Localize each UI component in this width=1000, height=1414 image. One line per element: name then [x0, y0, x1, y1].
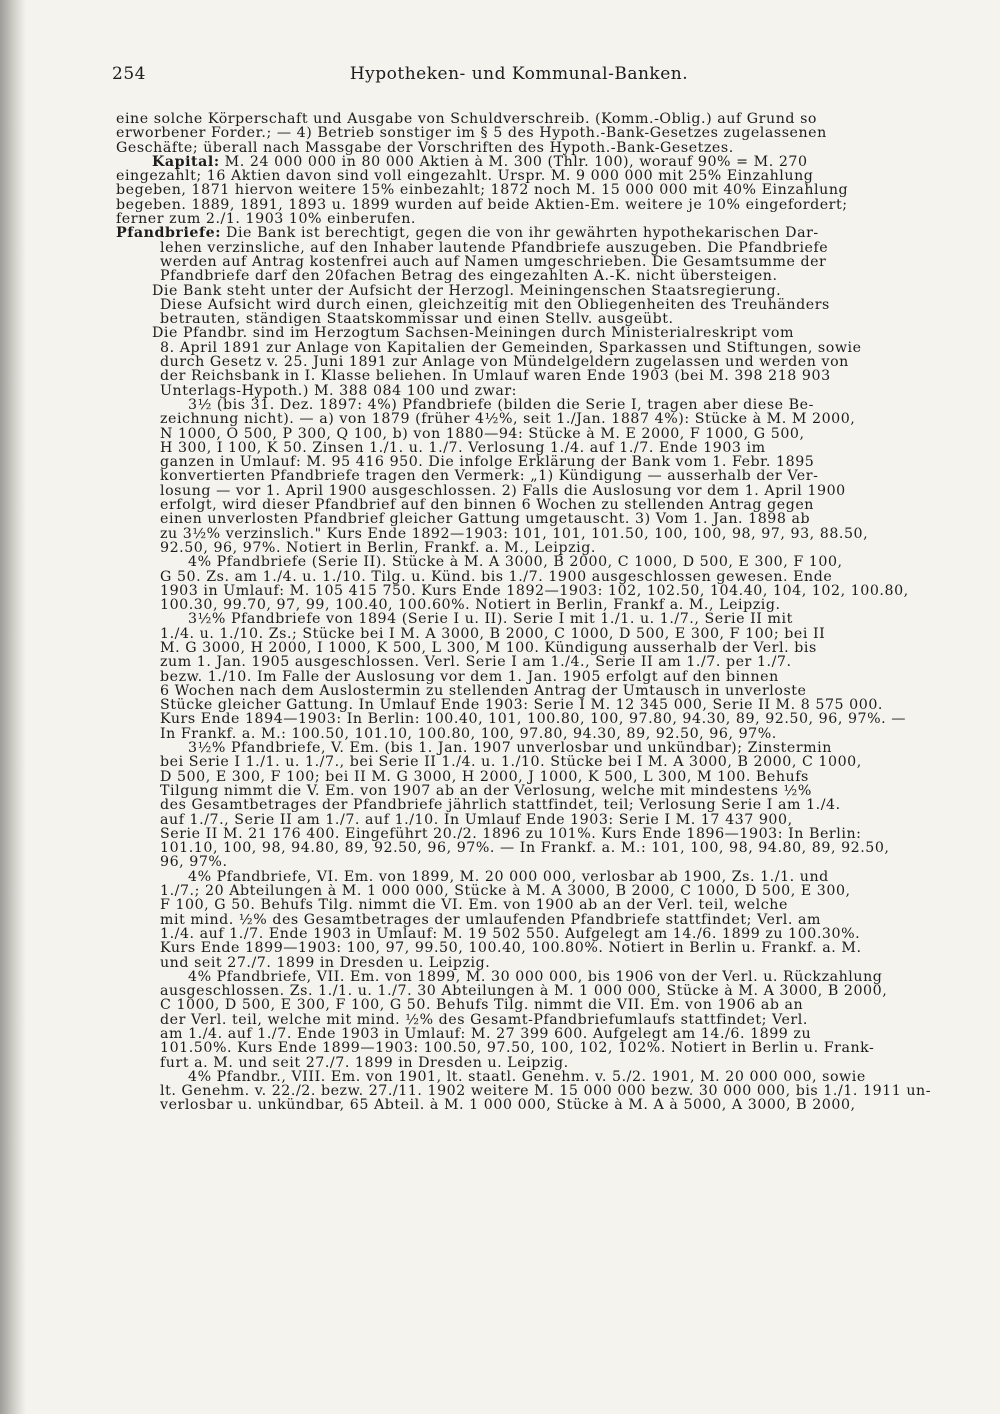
text-line [116, 1056, 932, 1070]
line-text: 96, 97%. [160, 855, 228, 870]
text-line [116, 570, 932, 584]
line-text: Serie II M. 21 176 400. Eingeführt 20./2. 1896 zu 101%. Kurs Ende 1896—1903: In Berlin: [160, 826, 862, 842]
text-line [116, 1013, 932, 1027]
line-text: bei Serie I 1./1. u. 1./7., bei Serie II 1./4. u. 1./10. Stücke bei I M. A 3000, B 2000, C 1000, [160, 755, 862, 770]
text-line [116, 541, 932, 555]
line-text: 4% Pfandbr., VIII. Em. von 1901, lt. staatl. Genehm. v. 5./2. 1901, M. 20 000 000, sowie [188, 1069, 866, 1085]
text-line [116, 498, 932, 512]
text-line [116, 241, 932, 255]
body-text [116, 112, 932, 1113]
line-text: 1903 in Umlauf: M. 105 415 750. Kurs Ende 1892—1903: 102, 102.50, 104.40, 104, 102, 100.80, [160, 583, 909, 599]
line-text: ferner zum 2./1. 1903 10% einberufen. [116, 212, 416, 227]
text-line [116, 898, 932, 912]
line-text: Die Pfandbr. sind im Herzogtum Sachsen-Meiningen durch Ministerialreskript vom [152, 326, 794, 341]
line-text: M. G 3000, H 2000, I 1000, K 500, L 300, M 100. Kündigung ausserhalb der Verl. bis [160, 640, 817, 656]
line-text: begeben, 1871 hiervon weitere 15% einbezahlt; 1872 noch M. 15 000 000 mit 40% Einzahlung [116, 183, 849, 198]
text-line [116, 469, 932, 483]
text-line [116, 412, 932, 426]
text-line [116, 255, 932, 269]
line-text: Stücke gleicher Gattung. In Umlauf Ende 1903: Serie I M. 12 345 000, Serie II M. 8 575 000. [160, 698, 883, 713]
page-header [112, 64, 926, 88]
text-line [116, 484, 932, 498]
line-text: 4% Pfandbriefe, VI. Em. von 1899, M. 20 000 000, verlosbar ab 1900, Zs. 1./1. und [188, 869, 829, 885]
binding-shadow [0, 0, 26, 1414]
line-text: C 1000, D 500, E 300, F 100, G 50. Behufs Tilg. nimmt die VII. Em. von 1906 ab an [160, 998, 804, 1013]
text-line [116, 584, 932, 598]
page-number: 254 [112, 64, 146, 84]
line-text: zum 1. Jan. 1905 ausgeschlossen. Verl. Serie I am 1./4., Serie II am 1./7. per 1./7. [160, 655, 792, 670]
text-line [116, 212, 932, 226]
text-line [116, 369, 932, 383]
line-text: verlosbar u. unkündbar, 65 Abteil. à M. 1 000 000, Stücke à M. A à 5000, A 3000, B 2000, [160, 1098, 856, 1113]
text-line [116, 1027, 932, 1041]
line-text: 101.10, 100, 98, 94.80, 89, 92.50, 96, 97%. — In Frankf. a. M.: 101, 100, 98, 94.80, 89, 92.50, [160, 841, 890, 856]
line-text: F 100, G 50. Behufs Tilg. nimmt die VI. Em. von 1900 ab an der Verl. teil, welche [160, 898, 788, 913]
text-line [116, 284, 932, 298]
text-line [116, 1070, 932, 1084]
line-text: konvertierten Pfandbriefe tragen den Vermerk: „1) Kündigung — ausserhalb der Ver- [160, 469, 819, 484]
text-line [116, 141, 932, 155]
text-line [116, 112, 932, 126]
section-heading: Pfandbriefe: [116, 226, 221, 241]
line-text: 6 Wochen nach dem Auslostermin zu stellenden Antrag der Umtausch in unverloste [160, 683, 807, 699]
text-line [116, 927, 932, 941]
line-text: 92.50, 96, 97%. Notiert in Berlin, Frankf. a. M., Leipzig. [160, 540, 596, 556]
line-text: 100.30, 99.70, 97, 99, 100.40, 100.60%. Notiert in Berlin, Frankf a. M., Leipzig. [160, 598, 781, 613]
line-text: D 500, E 300, F 100; bei II M. G 3000, H 2000, J 1000, K 500, L 300, M 100. Behufs [160, 769, 809, 784]
text-line [116, 169, 932, 183]
text-line [116, 698, 932, 712]
line-text: H 300, I 100, K 50. Zinsen 1./1. u. 1./7. Verlosung 1./4. auf 1./7. Ende 1903 im [160, 440, 766, 456]
text-line [116, 512, 932, 526]
text-line [116, 555, 932, 569]
line-text: losung — vor 1. April 1900 ausgeschlossen. 2) Falls die Auslosung vor dem 1. April 1900 [160, 483, 846, 499]
text-line [116, 684, 932, 698]
line-text: zeichnung nicht). — a) von 1879 (früher 4½%, seit 1./Jan. 1887 4%): Stücke à M. M 2000, [160, 412, 856, 427]
text-line [116, 269, 932, 283]
text-line [116, 970, 932, 984]
line-text: und seit 27./7. 1899 in Dresden u. Leipzig. [160, 955, 491, 970]
line-text: 1./4. auf 1./7. Ende 1903 in Umlauf: M. 19 502 550. Aufgelegt am 14./6. 1899 zu 100.30%. [160, 926, 861, 942]
line-text: lehen verzinsliche, auf den Inhaber lautende Pfandbriefe auszugeben. Die Pfandbriefe [160, 240, 829, 255]
text-line [116, 655, 932, 669]
line-text: durch Gesetz v. 25. Juni 1891 zur Anlage von Mündelgeldern zugelassen und werden von [160, 355, 849, 370]
line-text: furt a. M. und seit 27./7. 1899 in Dresden u. Leipzig. [160, 1055, 569, 1070]
line-text: 4% Pfandbriefe, VII. Em. von 1899, M. 30 000 000, bis 1906 von der Verl. u. Rückzahlung [188, 969, 883, 985]
line-text: Tilgung nimmt die V. Em. von 1907 ab an der Verlosung, welche mit mindestens ½% [160, 783, 812, 799]
text-line [116, 226, 932, 240]
line-text: M. 24 000 000 in 80 000 Aktien à M. 300 (Thlr. 100), worauf 90% = M. 270 [224, 154, 808, 170]
section-heading: Kapital: [152, 154, 220, 170]
line-text: N 1000, O 500, P 300, Q 100, b) von 1880—94: Stücke à M. E 2000, F 1000, G 500, [160, 426, 805, 441]
line-text: lt. Genehm. v. 22./2. bezw. 27./11. 1902 weitere M. 15 000 000 bezw. 30 000 000, bis 1./1. 1911 un- [160, 1084, 932, 1099]
text-line [116, 312, 932, 326]
line-text: Kurs Ende 1899—1903: 100, 97, 99.50, 100.40, 100.80%. Notiert in Berlin u. Frankf. a. M. [160, 941, 862, 956]
text-line [116, 941, 932, 955]
text-line [116, 441, 932, 455]
line-text: Die Bank steht unter der Aufsicht der Herzogl. Meiningenschen Staatsregierung. [152, 283, 782, 298]
line-text: werden auf Antrag kostenfrei auch auf Namen umgeschrieben. Die Gesamtsumme der [160, 254, 827, 270]
text-line [116, 598, 932, 612]
line-text: Diese Aufsicht wird durch einen, gleichzeitig mit den Obliegenheiten des Treuhänders [160, 297, 830, 313]
text-line [116, 527, 932, 541]
text-line [116, 1098, 932, 1112]
line-text: auf 1./7., Serie II am 1./7. auf 1./10. In Umlauf Ende 1903: Serie I M. 17 437 900, [160, 812, 793, 827]
text-line [116, 1041, 932, 1055]
line-text: Kurs Ende 1894—1903: In Berlin: 100.40, 101, 100.80, 100, 97.80, 94.30, 89, 92.50, 96, 97%. — [160, 712, 906, 727]
line-text: eine solche Körperschaft und Ausgabe von Schuldverschreib. (Komm.-Oblig.) auf Grund so [116, 112, 817, 127]
line-text: 3½% Pfandbriefe, V. Em. (bis 1. Jan. 1907 unverlosbar und unkündbar); Zinstermin [188, 741, 832, 756]
line-text: des Gesamtbetrages der Pfandbriefe jährlich stattfindet, teil; Verlosung Serie I am 1./4. [160, 798, 841, 813]
text-line [116, 956, 932, 970]
text-line [116, 641, 932, 655]
text-line [116, 341, 932, 355]
text-line [116, 984, 932, 998]
text-line [116, 670, 932, 684]
text-line [116, 198, 932, 212]
line-text: betrauten, ständigen Staatskommissar und einen Stellv. ausgeübt. [160, 312, 674, 327]
text-line [116, 827, 932, 841]
line-text: erworbener Forder.; — 4) Betrieb sonstiger im § 5 des Hypoth.-Bank-Gesetzes zugelassenen [116, 126, 827, 141]
line-text: 3½% Pfandbriefe von 1894 (Serie I u. II). Serie I mit 1./1. u. 1./7., Serie II mit [188, 612, 793, 627]
line-text: 8. April 1891 zur Anlage von Kapitalien der Gemeinden, Sparkassen und Stiftungen, sowie [160, 340, 862, 356]
line-text: zu 3½% verzinslich." Kurs Ende 1892—1903: 101, 101, 101.50, 100, 100, 98, 97, 93, 88.50, [160, 526, 869, 541]
line-text: eingezahlt; 16 Aktien davon sind voll eingezahlt. Urspr. M. 9 000 000 mit 25% Einzahlung [116, 169, 814, 184]
text-line [116, 870, 932, 884]
text-line [116, 855, 932, 869]
running-head: Hypotheken- und Kommunal-Banken. [349, 64, 689, 84]
text-line [116, 741, 932, 755]
line-text: 1./4. u. 1./10. Zs.; Stücke bei I M. A 3000, B 2000, C 1000, D 500, E 300, F 100; bei II [160, 626, 826, 641]
text-line [116, 712, 932, 726]
text-line [116, 1084, 932, 1098]
line-text: Die Bank ist berechtigt, gegen die von ihr gewährten hypothekarischen Dar- [226, 226, 819, 241]
line-text: begeben. 1889, 1891, 1893 u. 1899 wurden auf beide Aktien-Em. weitere je 10% eingefordert; [116, 197, 848, 213]
text-line [116, 884, 932, 898]
line-text: ganzen in Umlauf: M. 95 416 950. Die infolge Erklärung der Bank vom 1. Febr. 1895 [160, 455, 815, 470]
text-line [116, 755, 932, 769]
text-line [116, 813, 932, 827]
line-text: bezw. 1./10. Im Falle der Auslosung vor dem 1. Jan. 1905 erfolgt auf den binnen [160, 669, 779, 684]
text-line [116, 326, 932, 340]
line-text: Unterlags-Hypoth.) M. 388 084 100 und zwar: [160, 383, 518, 398]
text-line [116, 455, 932, 469]
line-text: am 1./4. auf 1./7. Ende 1903 in Umlauf: M. 27 399 600. Aufgelegt am 14./6. 1899 zu [160, 1027, 812, 1042]
line-text: der Reichsbank in I. Klasse beliehen. In Umlauf waren Ende 1903 (bei M. 398 218 903 [160, 369, 831, 384]
line-text: einen unverlosten Pfandbrief gleicher Gattung umgetauscht. 3) Vom 1. Jan. 1898 ab [160, 512, 811, 527]
line-text: In Frankf. a. M.: 100.50, 101.10, 100.80, 100, 97.80, 94.30, 89, 92.50, 96, 97%. [160, 726, 777, 742]
text-line [116, 384, 932, 398]
line-text: erfolgt, wird dieser Pfandbrief auf den binnen 6 Wochen zu stellenden Antrag gegen [160, 498, 814, 513]
line-text: Pfandbriefe darf den 20fachen Betrag des eingezahlten A.-K. nicht übersteigen. [160, 269, 778, 284]
text-line [116, 913, 932, 927]
text-line [116, 155, 932, 169]
text-line [116, 998, 932, 1012]
text-line [116, 727, 932, 741]
text-line [116, 841, 932, 855]
text-line [116, 612, 932, 626]
text-line [116, 784, 932, 798]
line-text: Geschäfte; überall nach Massgabe der Vorschriften des Hypoth.-Bank-Gesetzes. [116, 140, 734, 155]
text-line [116, 770, 932, 784]
text-line [116, 798, 932, 812]
text-line [116, 183, 932, 197]
text-line [116, 427, 932, 441]
line-text: der Verl. teil, welche mit mind. ½% des Gesamt-Pfandbriefumlaufs stattfindet; Verl. [160, 1012, 808, 1027]
text-line [116, 627, 932, 641]
line-text: 4% Pfandbriefe (Serie II). Stücke à M. A 3000, B 2000, C 1000, D 500, E 300, F 100, [188, 555, 843, 570]
text-line [116, 355, 932, 369]
line-text: 101.50%. Kurs Ende 1899—1903: 100.50, 97.50, 100, 102, 102%. Notiert in Berlin u. Frank- [160, 1041, 875, 1056]
line-text: 3½ (bis 31. Dez. 1897: 4%) Pfandbriefe (bilden die Serie I, tragen aber diese Be- [188, 397, 814, 413]
line-text: mit mind. ½% des Gesamtbetrages der umlaufenden Pfandbriefe stattfindet; Verl. am [160, 912, 821, 927]
text-line [116, 398, 932, 412]
line-text: G 50. Zs. am 1./4. u. 1./10. Tilg. u. Künd. bis 1./7. 1900 ausgeschlossen gewesen. Ende [160, 569, 833, 584]
line-text: ausgeschlossen. Zs. 1./1. u. 1./7. 30 Abteilungen à M. 1 000 000, Stücke à M. A 3000, B 2000, [160, 984, 888, 999]
text-line [116, 298, 932, 312]
line-text: 1./7.; 20 Abteilungen à M. 1 000 000, Stücke à M. A 3000, B 2000, C 1000, D 500, E 300, [160, 884, 851, 899]
text-line [116, 126, 932, 140]
